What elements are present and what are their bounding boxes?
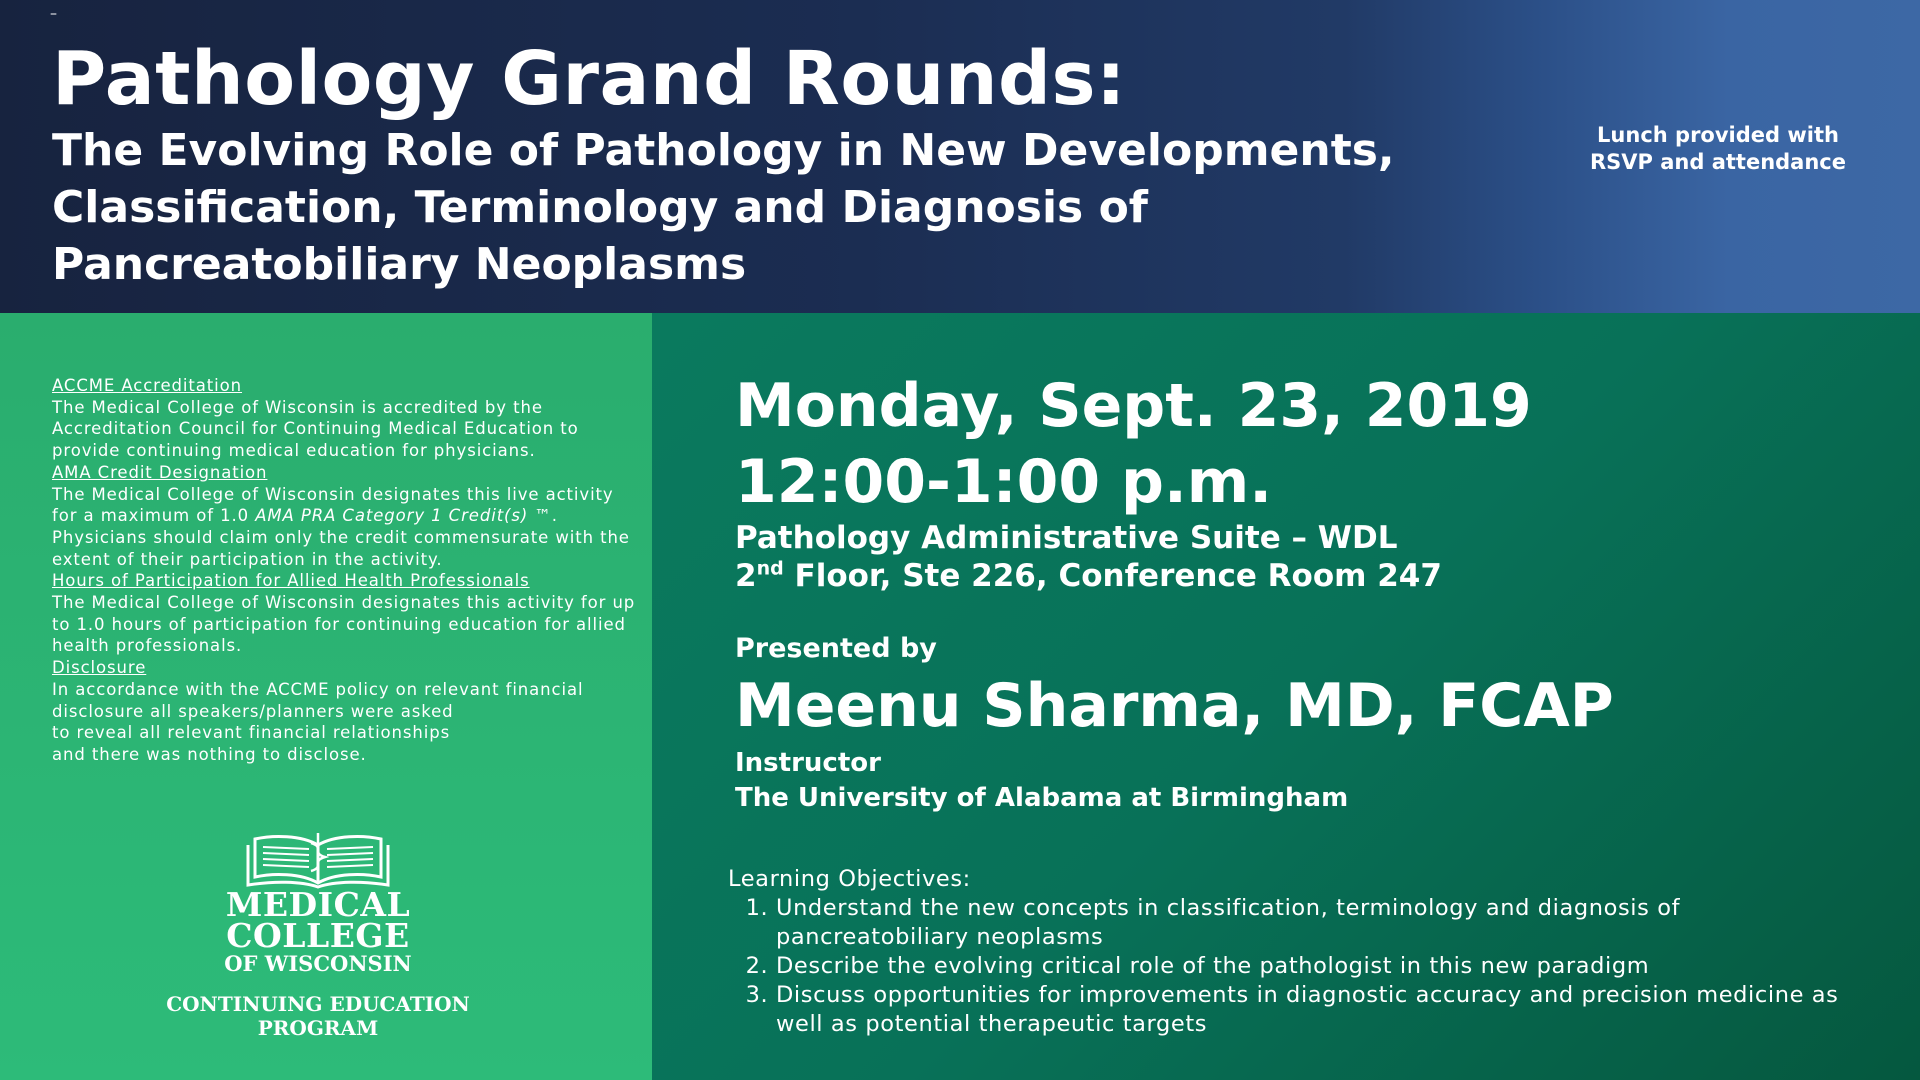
rsvp-line-2: RSVP and attendance bbox=[1590, 150, 1846, 174]
ama-credit-text-c: . bbox=[551, 506, 558, 526]
ama-credit-text bbox=[52, 484, 642, 527]
rsvp-note bbox=[1560, 122, 1876, 176]
learning-objectives bbox=[728, 865, 1868, 1039]
ama-credit-text-a: The Medical College of Wisconsin designates this live activity for a maximum of 1.0 bbox=[52, 484, 614, 526]
event-time: 12:00-1:00 p.m. bbox=[735, 447, 1273, 517]
presenter-name: Meenu Sharma, MD, FCAP bbox=[735, 671, 1614, 741]
mcw-logo bbox=[128, 831, 508, 1040]
dash-mark: – bbox=[50, 6, 57, 22]
allied-health-text: The Medical College of Wisconsin designates this activity for up to 1.0 hours of participation for continuing education for allied health professionals. bbox=[52, 593, 636, 656]
floor-suffix: nd bbox=[756, 557, 784, 580]
presenter-role: Instructor bbox=[735, 748, 881, 778]
event-date-time bbox=[735, 368, 1532, 520]
disclosure-text-1: In accordance with the ACCME policy on relevant financial disclosure all speakers/planners were asked bbox=[52, 679, 584, 721]
presenter-affiliation bbox=[735, 746, 1348, 816]
accme-accreditation-text: The Medical College of Wisconsin is accredited by the Accreditation Council for Continuing Medical Education to provide continuing medical education for physicians. bbox=[52, 397, 579, 461]
page-title: Pathology Grand Rounds: bbox=[52, 36, 1127, 122]
objective-item: 1. Understand the new concepts in classification, terminology and diagnosis of pancreatobiliary neoplasms bbox=[776, 894, 1868, 952]
logo-line-medical: MEDICAL bbox=[225, 885, 411, 924]
location-line-2-rest: Floor, Ste 226, Conference Room 247 bbox=[783, 558, 1442, 594]
right-panel bbox=[652, 313, 1920, 1080]
ama-credit-category: AMA PRA Category 1 Credit(s) ™ bbox=[255, 506, 552, 526]
objectives-list bbox=[728, 894, 1868, 1039]
accme-accreditation-heading: ACCME Accreditation bbox=[52, 376, 243, 395]
disclosure-text-2: to reveal all relevant financial relationships bbox=[52, 723, 451, 743]
location-line-2 bbox=[735, 557, 1442, 595]
physician-claim-text: Physicians should claim only the credit commensurate with the extent of their participation in the activity. bbox=[52, 527, 630, 569]
objectives-heading: Learning Objectives: bbox=[728, 866, 971, 892]
disclosure-text-3: and there was nothing to disclose. bbox=[52, 744, 367, 764]
location-line-1: Pathology Administrative Suite – WDL bbox=[735, 520, 1398, 556]
open-book-icon bbox=[243, 831, 393, 889]
logo-line-program: PROGRAM bbox=[257, 1016, 379, 1040]
header-banner bbox=[0, 0, 1920, 313]
rsvp-line-1: Lunch provided with bbox=[1597, 123, 1839, 147]
objective-item: 3. Discuss opportunities for improvements in diagnostic accuracy and precision medicine as well as potential therapeutic targets bbox=[776, 981, 1868, 1039]
left-panel bbox=[0, 313, 652, 1080]
presented-by-label: Presented by bbox=[735, 633, 937, 664]
presenter-institution: The University of Alabama at Birmingham bbox=[735, 783, 1349, 813]
event-date: Monday, Sept. 23, 2019 bbox=[735, 371, 1532, 441]
logo-line-college: COLLEGE bbox=[226, 916, 410, 955]
accreditation-block bbox=[52, 375, 642, 766]
allied-health-heading: Hours of Participation for Allied Health Professionals bbox=[52, 571, 530, 591]
page-subtitle: The Evolving Role of Pathology in New Developments, Classification, Terminology and Diagnosis of Pancreatobiliary Neoplasms bbox=[52, 125, 1395, 290]
floor-number: 2 bbox=[735, 558, 757, 594]
logo-line-wisconsin: OF WISCONSIN bbox=[224, 951, 412, 976]
disclosure-heading: Disclosure bbox=[52, 658, 147, 678]
ama-credit-heading: AMA Credit Designation bbox=[52, 462, 268, 482]
logo-line-continuing-education: CONTINUING EDUCATION bbox=[166, 992, 470, 1016]
event-location bbox=[735, 519, 1442, 595]
objective-item: 2. Describe the evolving critical role of the pathologist in this new paradigm bbox=[776, 952, 1868, 981]
